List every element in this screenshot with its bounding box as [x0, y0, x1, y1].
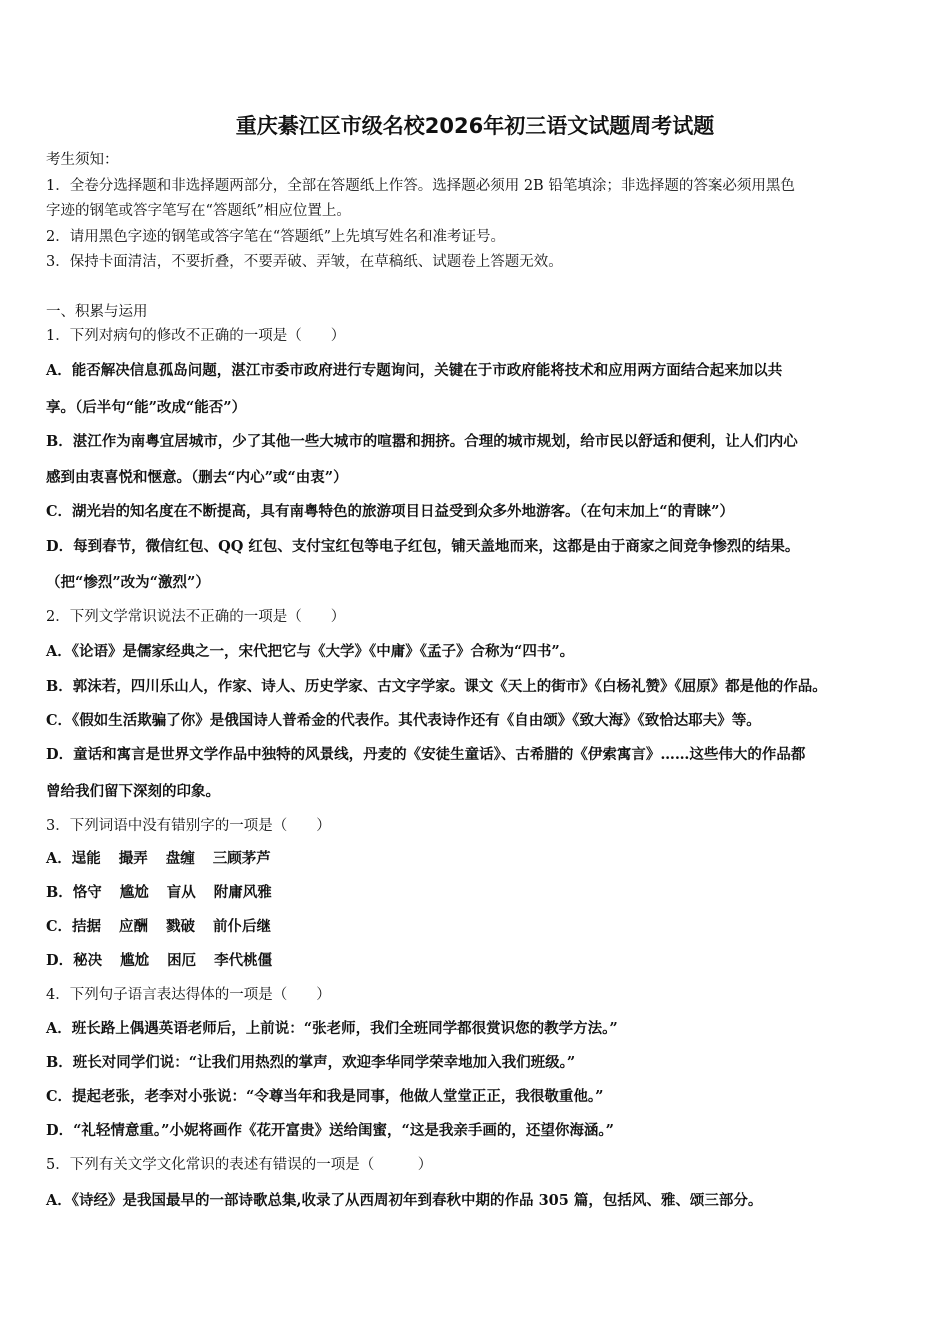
q2-stem: 2．下列文学常识说法不正确的一项是（ ） [46, 609, 346, 625]
q2-option-c: C．《假如生活欺骗了你》是俄国诗人普希金的代表作。其代表诗作还有《自由颂》《致大海》《致恰达耶夫》等。 [46, 712, 761, 729]
option-label: D． [46, 952, 74, 969]
word: 尴尬 [119, 884, 149, 901]
word: 三顾茅芦 [212, 850, 271, 867]
word: 盘缠 [165, 850, 195, 867]
notice-item-1a: 1．全卷分选择题和非选择题两部分，全部在答题纸上作答。选择题必须用 2B 铅笔填涂；非选择题的答案必须用黑色 [46, 178, 795, 194]
word: 戮破 [166, 918, 196, 935]
page-title: 重庆綦江区市级名校2026年初三语文试题周考试题 [235, 114, 715, 138]
q5-option-a: A．《诗经》是我国最早的一部诗歌总集,收录了从西周初年到春秋中期的作品 305 篇，包括风、雅、颂三部分。 [46, 1192, 763, 1209]
q4-option-a: A．班长路上偶遇英语老师后，上前说：“张老师，我们全班同学都很赏识您的教学方法。” [46, 1020, 618, 1037]
q3-option-d [46, 951, 290, 971]
word: 应酬 [119, 918, 149, 935]
word: 前仆后继 [213, 918, 272, 935]
notice-item-3: 3．保持卡面清洁，不要折叠，不要弄破、弄皱，在草稿纸、试题卷上答题无效。 [46, 254, 563, 270]
q3-option-b [46, 883, 290, 903]
q3-stem: 3．下列词语中没有错别字的一项是（ ） [46, 818, 331, 834]
word: 撮弄 [118, 850, 148, 867]
q4-option-c: C．提起老张，老李对小张说：“令尊当年和我是同事，他做人堂堂正正，我很敬重他。” [46, 1088, 604, 1105]
section-heading: 一、积累与运用 [46, 304, 148, 320]
q1-option-a-line2: 享。（后半句“能”改成“能否”） [46, 399, 247, 416]
q2-option-d-line2: 曾给我们留下深刻的印象。 [46, 783, 220, 800]
q4-option-d: D．“礼轻情意重。”小妮将画作《花开富贵》送给闺蜜，“这是我亲手画的，还望你海涵。” [46, 1122, 614, 1139]
word: 李代桃僵 [214, 952, 273, 969]
q1-stem: 1．下列对病句的修改不正确的一项是（ ） [46, 328, 346, 344]
word: 秘决 [73, 952, 103, 969]
q1-option-a-line1: A．能否解决信息孤岛问题，湛江市委市政府进行专题询问，关键在于市政府能将技术和应用两方面结合起来加以共 [46, 362, 783, 379]
q3-option-a [46, 849, 289, 869]
word: 逞能 [71, 850, 101, 867]
q1-option-c: C．湖光岩的知名度在不断提高，具有南粤特色的旅游项目日益受到众多外地游客。（在句末加上“的青睐”） [46, 503, 734, 520]
notice-item-2: 2．请用黑色字迹的钢笔或答字笔在“答题纸”上先填写姓名和准考证号。 [46, 229, 506, 245]
q1-option-b-line1: B．湛江作为南粤宜居城市，少了其他一些大城市的喧嚣和拥挤。合理的城市规划，给市民以舒适和便利，让人们内心 [46, 433, 798, 450]
word: 附庸风雅 [213, 884, 272, 901]
option-label: C． [46, 918, 73, 935]
word: 恪守 [72, 884, 102, 901]
q1-option-d-line1: D．每到春节，微信红包、QQ 红包、支付宝红包等电子红包，铺天盖地而来，这都是由于商家之间竞争惨烈的结果。 [46, 538, 800, 555]
notice-heading: 考生须知： [46, 152, 119, 168]
q5-stem: 5．下列有关文学文化常识的表述有错误的一项是（ ） [46, 1157, 433, 1173]
q2-option-d-line1: D．童话和寓言是世界文学作品中独特的风景线，丹麦的《安徒生童话》、古希腊的《伊索寓言》……这些伟大的作品都 [46, 746, 806, 763]
q4-option-b: B．班长对同学们说：“让我们用热烈的掌声，欢迎李华同学荣幸地加入我们班级。” [46, 1054, 576, 1071]
q2-option-b: B．郭沫若，四川乐山人，作家、诗人、历史学家、古文字学家。课文《天上的街市》《白杨礼赞》《屈原》都是他的作品。 [46, 678, 827, 695]
q2-option-a: A．《论语》是儒家经典之一，宋代把它与《大学》《中庸》《孟子》合称为“四书”。 [46, 643, 575, 660]
word: 盲从 [166, 884, 196, 901]
option-label: A． [46, 850, 72, 867]
notice-item-1b: 字迹的钢笔或答字笔写在“答题纸”相应位置上。 [46, 203, 351, 219]
q3-option-c [46, 917, 289, 937]
word: 尴尬 [120, 952, 150, 969]
q4-stem: 4．下列句子语言表达得体的一项是（ ） [46, 987, 331, 1003]
option-label: B． [46, 884, 73, 901]
word: 拮据 [72, 918, 102, 935]
q1-option-d-line2: （把“惨烈”改为“激烈”） [46, 574, 210, 591]
q1-option-b-line2: 感到由衷喜悦和惬意。（删去“内心”或“由衷”） [46, 469, 348, 486]
word: 困厄 [167, 952, 197, 969]
